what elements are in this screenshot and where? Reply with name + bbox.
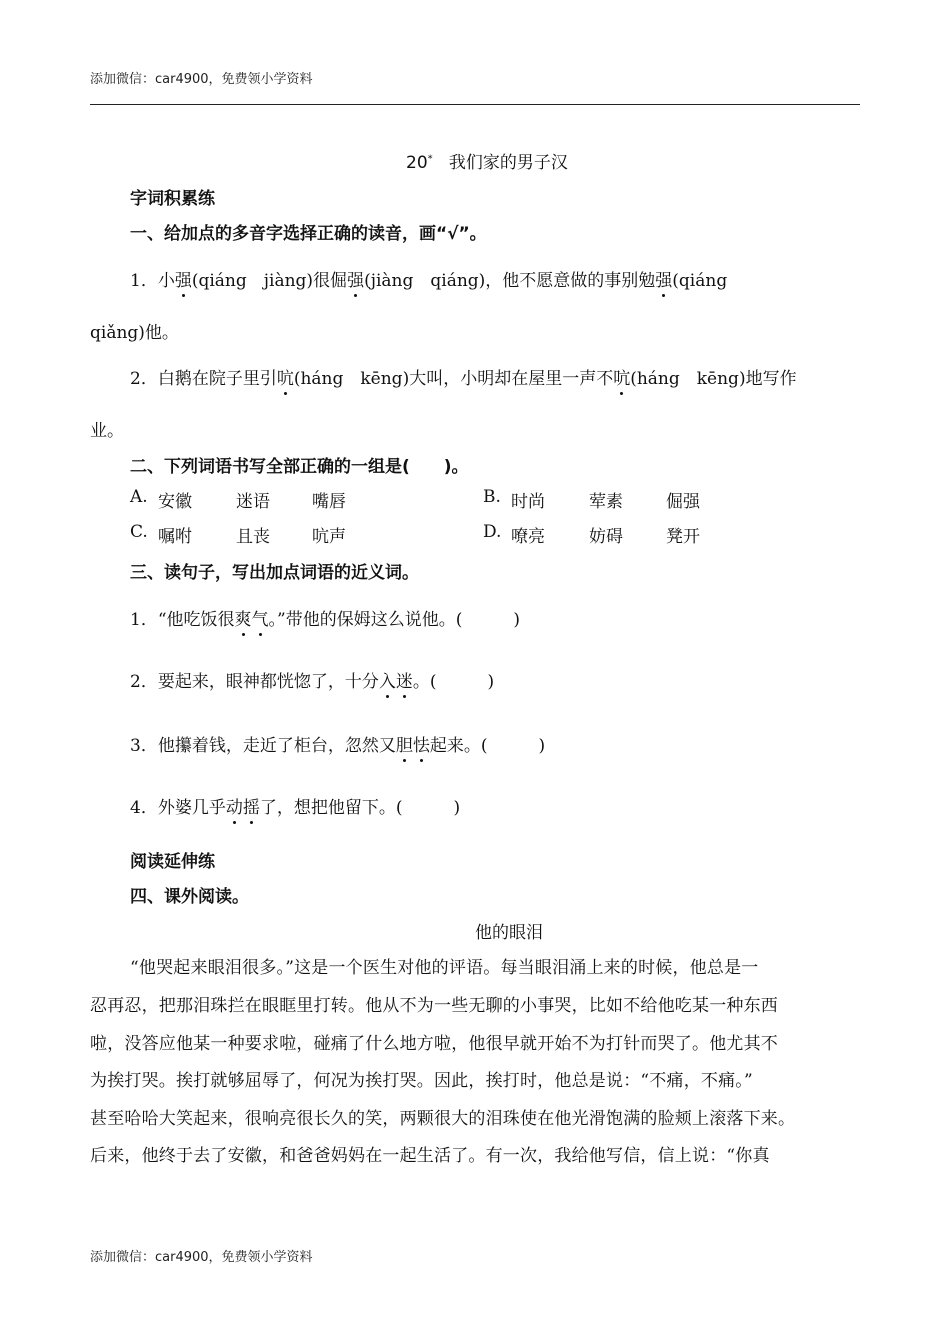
text-segment: 1．小 — [130, 271, 175, 291]
q4-title: 四、课外阅读。 — [130, 887, 249, 907]
dotted-char: 强 — [655, 266, 672, 291]
option-word: 嘴唇 — [312, 492, 346, 512]
option-letter: B. — [483, 487, 501, 507]
option-letter: C. — [130, 522, 148, 542]
option-word: 妨碍 — [589, 527, 623, 547]
q3-item-3 — [130, 731, 545, 756]
q3-item-4 — [130, 793, 460, 818]
dotted-char: 吭 — [613, 364, 630, 389]
text-segment: 。”带他的保姆这么说他。( ) — [268, 610, 520, 630]
option-word: 嘹亮 — [511, 527, 545, 547]
text-segment: 。( ) — [412, 672, 495, 692]
dotted-char: 胆 — [396, 731, 413, 756]
q1-item1-line2: qiǎng)他。 — [90, 323, 179, 343]
text-segment: (jiàng qiáng)，他不愿意做的事别勉 — [364, 271, 656, 291]
q3-title: 三、读句子，写出加点词语的近义词。 — [130, 563, 419, 583]
dotted-char: 吭 — [277, 364, 294, 389]
q1-item2-line1 — [130, 364, 797, 389]
text-segment: (háng kēng)地写作 — [630, 369, 797, 389]
dotted-char: 爽 — [235, 605, 252, 630]
option-word: 倔强 — [666, 492, 700, 512]
text-segment: (qiáng jiàng)很倔 — [191, 271, 348, 291]
text-segment: 3．他攥着钱，走近了柜台，忽然又 — [130, 736, 396, 756]
option-word: 吭声 — [312, 527, 346, 547]
lesson-title — [406, 148, 568, 173]
option-b — [483, 487, 700, 512]
text-segment: (qiáng — [672, 271, 728, 291]
text-segment: 1．“他吃饭很 — [130, 610, 235, 630]
q1-item2-line2: 业。 — [90, 421, 124, 441]
page-footer: 添加微信：car4900，免费领小学资料 — [90, 1250, 313, 1265]
option-word: 迷语 — [236, 492, 270, 512]
dotted-char: 气 — [252, 605, 269, 630]
part2-label: 阅读延伸练 — [130, 852, 215, 872]
dotted-char: 摇 — [243, 793, 260, 818]
passage-line: 甚至哈哈大笑起来，很响亮很长久的笑，两颗很大的泪珠使在他光滑饱满的脸颊上滚落下来。 — [90, 1109, 796, 1129]
q2-title: 二、下列词语书写全部正确的一组是( )。 — [130, 457, 469, 477]
option-a — [130, 487, 346, 512]
text-segment: 2．要起来，眼神都恍惚了，十分 — [130, 672, 379, 692]
passage-line: “他哭起来眼泪很多。”这是一个医生对他的评语。每当眼泪涌上来的时候，他总是一 — [130, 958, 759, 978]
option-word: 荤素 — [589, 492, 623, 512]
dotted-char: 强 — [175, 266, 192, 291]
option-letter: A. — [130, 487, 148, 507]
option-letter: D. — [483, 522, 502, 542]
option-word: 嘱咐 — [158, 527, 192, 547]
passage-title: 他的眼泪 — [475, 923, 543, 943]
text-segment: (háng kēng)大叫，小明却在屋里一声不 — [293, 369, 614, 389]
option-word: 且丧 — [236, 527, 270, 547]
option-c — [130, 522, 346, 547]
dotted-char: 动 — [226, 793, 243, 818]
passage-line: 忍再忍，把那泪珠拦在眼眶里打转。他从不为一些无聊的小事哭，比如不给他吃某一种东西 — [90, 996, 778, 1016]
text-segment: 4．外婆几乎 — [130, 798, 226, 818]
option-word: 安徽 — [158, 492, 192, 512]
text-segment: 了，想把他留下。( ) — [259, 798, 461, 818]
q3-item-2 — [130, 667, 494, 692]
option-d — [483, 522, 700, 547]
dotted-char: 强 — [347, 266, 364, 291]
passage-line: 后来，他终于去了安徽，和爸爸妈妈在一起生活了。有一次，我给他写信，信上说：“你真 — [90, 1146, 770, 1166]
lesson-name: 我们家的男子汉 — [448, 153, 568, 173]
page-header: 添加微信：car4900，免费领小学资料 — [90, 72, 313, 87]
q1-item1-line1 — [130, 266, 727, 291]
q1-title: 一、给加点的多音字选择正确的读音，画“√”。 — [130, 224, 487, 244]
text-segment: 起来。( ) — [429, 736, 546, 756]
dotted-char: 怯 — [413, 731, 430, 756]
option-word: 凳开 — [666, 527, 700, 547]
dotted-char: 入 — [379, 667, 396, 692]
part1-label: 字词积累练 — [130, 189, 215, 209]
header-divider — [90, 104, 860, 105]
q3-item-1 — [130, 605, 520, 630]
lesson-number: 20 — [406, 153, 428, 173]
dotted-char: 迷 — [396, 667, 413, 692]
lesson-mark: * — [427, 153, 433, 165]
text-segment: 2．白鹅在院子里引 — [130, 369, 277, 389]
passage-line: 啦，没答应他某一种要求啦，碰痛了什么地方啦，他很早就开始不为打针而哭了。他尤其不 — [90, 1034, 778, 1054]
passage-line: 为挨打哭。挨打就够屈辱了，何况为挨打哭。因此，挨打时，他总是说：“不痛，不痛。” — [90, 1071, 753, 1091]
option-word: 时尚 — [511, 492, 545, 512]
